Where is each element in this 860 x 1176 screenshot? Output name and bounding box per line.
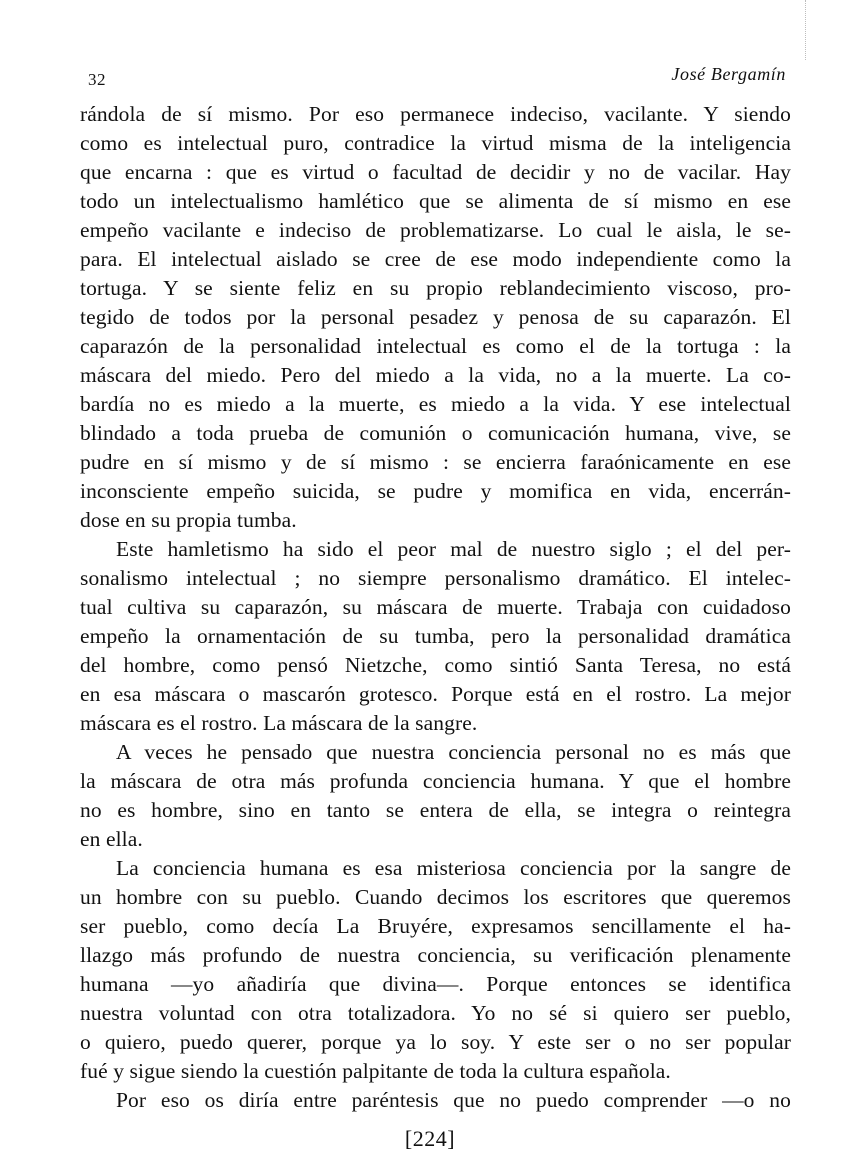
text-line: un hombre con su pueblo. Cuando decimos los escritores que queremos [80, 885, 791, 909]
text-line: todo un intelectualismo hamlético que se alimenta de sí mismo en ese [80, 189, 791, 213]
text-line: tual cultiva su caparazón, su máscara de muerte. Trabaja con cuidadoso [80, 595, 791, 619]
text-line: máscara del miedo. Pero del miedo a la vida, no a la muerte. La co- [80, 363, 791, 387]
text-line: Por eso os diría entre paréntesis que no puedo comprender —o no [116, 1088, 791, 1112]
text-line: humana —yo añadiría que divina—. Porque entonces se identifica [80, 972, 791, 996]
text-line: llazgo más profundo de nuestra conciencia, su verificación plenamente [80, 943, 791, 967]
text-line: no es hombre, sino en tanto se entera de ella, se integra o reintegra [80, 798, 791, 822]
text-line: blindado a toda prueba de comunión o comunicación humana, vive, se [80, 421, 791, 445]
text-line: tegido de todos por la personal pesadez y penosa de su caparazón. El [80, 305, 791, 329]
paragraph [80, 738, 791, 854]
text-line: tortuga. Y se siente feliz en su propio reblandecimiento viscoso, pro- [80, 276, 791, 300]
text-line: que encarna : que es virtud o facultad de decidir y no de vacilar. Hay [80, 160, 791, 184]
text-line: o quiero, puedo querer, porque ya lo soy. Y este ser o no ser popular [80, 1030, 791, 1054]
folio-number: [224] [404, 1126, 456, 1151]
text-line: caparazón de la personalidad intelectual es como el de la tortuga : la [80, 334, 791, 358]
paragraph [80, 854, 791, 1086]
text-line: A veces he pensado que nuestra conciencia personal no es más que [116, 740, 791, 764]
text-line: La conciencia humana es esa misteriosa conciencia por la sangre de [116, 856, 791, 880]
text-line: sonalismo intelectual ; no siempre personalismo dramático. El intelec- [80, 566, 791, 590]
text-line: empeño la ornamentación de su tumba, pero la personalidad dramática [80, 624, 791, 648]
scan-edge-mark [805, 0, 806, 60]
text-line: fué y sigue siendo la cuestión palpitante de toda la cultura española. [80, 1059, 671, 1083]
text-line: bardía no es miedo a la muerte, es miedo a la vida. Y ese intelectual [80, 392, 791, 416]
text-line: pudre en sí mismo y de sí mismo : se encierra faraónicamente en ese [80, 450, 791, 474]
text-line: del hombre, como pensó Nietzche, como sintió Santa Teresa, no está [80, 653, 791, 677]
body-text [80, 100, 791, 1115]
text-line: empeño vacilante e indeciso de problematizarse. Lo cual le aisla, le se- [80, 218, 791, 242]
running-head-author: José Bergamín [671, 64, 786, 84]
text-line: nuestra voluntad con otra totalizadora. Yo no sé si quiero ser pueblo, [80, 1001, 791, 1025]
text-line: en ella. [80, 827, 143, 851]
text-line: en esa máscara o mascarón grotesco. Porque está en el rostro. La mejor [80, 682, 791, 706]
paragraph [80, 535, 791, 738]
paragraph [80, 100, 791, 535]
page-number: 32 [88, 70, 106, 89]
text-line: máscara es el rostro. La máscara de la sangre. [80, 711, 478, 735]
text-line: inconsciente empeño suicida, se pudre y momifica en vida, encerrán- [80, 479, 791, 503]
paragraph [80, 1086, 791, 1115]
text-line: como es intelectual puro, contradice la virtud misma de la inteligencia [80, 131, 791, 155]
text-line: ser pueblo, como decía La Bruyére, expresamos sencillamente el ha- [80, 914, 791, 938]
text-line: la máscara de otra más profunda conciencia humana. Y que el hombre [80, 769, 791, 793]
text-line: para. El intelectual aislado se cree de ese modo independiente como la [80, 247, 791, 271]
text-line: dose en su propia tumba. [80, 508, 297, 532]
text-line: Este hamletismo ha sido el peor mal de nuestro siglo ; el del per- [116, 537, 791, 561]
text-line: rándola de sí mismo. Por eso permanece indeciso, vacilante. Y siendo [80, 102, 791, 126]
